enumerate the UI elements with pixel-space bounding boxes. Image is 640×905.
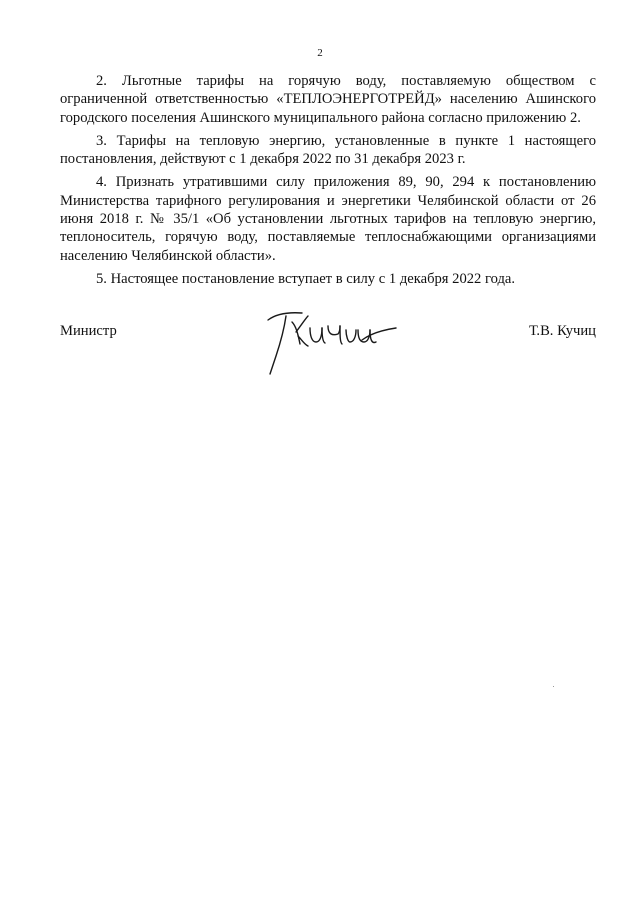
handwritten-signature [262, 300, 402, 380]
paragraph-2: 2. Льготные тарифы на горячую воду, поставляемую обществом с ограниченной ответственностью «ТЕПЛОЭНЕРГОТРЕЙД» населению Ашинского городского поселения Ашинского муниципального района согласно приложению 2. [60, 73, 596, 126]
scan-speck [553, 686, 554, 687]
page-number: 2 [317, 47, 323, 59]
paragraph-4: 4. Признать утратившими силу приложения 89, 90, 294 к постановлению Министерства тарифного регулирования и энергетики Челябинской области от 26 июня 2018 г. № 35/1 «Об установлении льготных тарифов на тепловую энергию, теплоноситель, горячую воду, поставляемые теплоснабжающими организациями населению Челябинской области». [60, 174, 596, 264]
signer-position-title: Министр [60, 323, 117, 339]
paragraph-5: 5. Настоящее постановление вступает в силу с 1 декабря 2022 года. [96, 270, 516, 287]
document-body [60, 72, 596, 293]
signer-name: Т.В. Кучиц [528, 323, 596, 339]
paragraph-3: 3. Тарифы на тепловую энергию, установленные в пункте 1 настоящего постановления, действуют с 1 декабря 2022 по 31 декабря 2023 г. [60, 132, 596, 168]
